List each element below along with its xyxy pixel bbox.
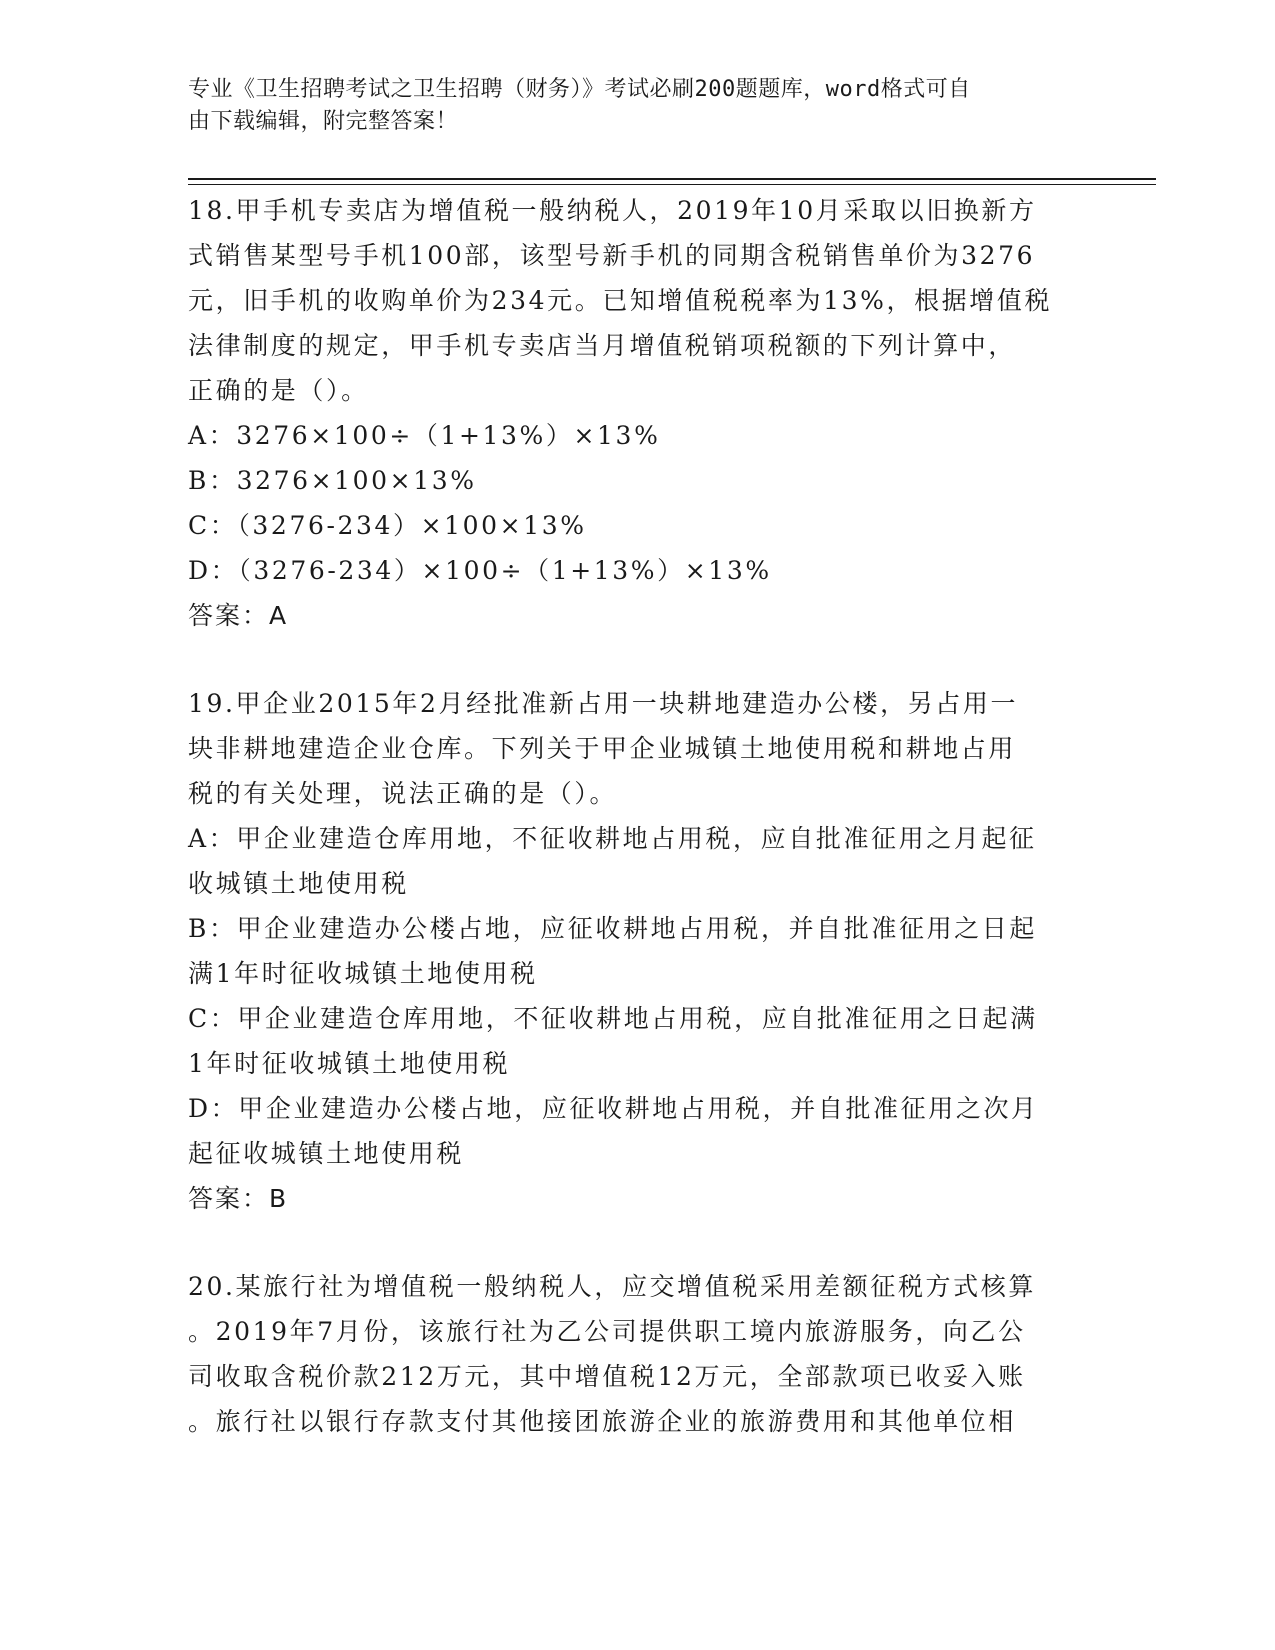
option-c-continued: 1年时征收城镇土地使用税 [188,1049,511,1078]
questions-content [188,188,1088,1444]
question-text-line: 税的有关处理，说法正确的是（）。 [188,779,618,808]
question-20 [188,1264,1088,1444]
question-text-line: 正确的是（）。 [188,376,369,405]
header-line-1: 专业《卫生招聘考试之卫生招聘（财务）》考试必刷200题题库，word格式可自 [188,77,971,102]
option-a: A：3276×100÷（1+13%）×13% [188,421,661,450]
header-line-2: 由下载编辑，附完整答案！ [188,109,459,134]
document-header [188,74,1068,138]
option-b-continued: 满1年时征收城镇土地使用税 [188,959,538,988]
option-d: D：（3276-234）×100÷（1+13%）×13% [188,556,772,585]
question-text-line: 18.甲手机专卖店为增值税一般纳税人，2019年10月采取以旧换新方 [188,196,1037,225]
answer-line: 答案：A [188,601,289,630]
question-text-line: 。旅行社以银行存款支付其他接团旅游企业的旅游费用和其他单位相 [188,1407,1017,1436]
option-b: B：3276×100×13% [188,466,477,495]
option-a: A：甲企业建造仓库用地，不征收耕地占用税，应自批准征用之月起征 [188,824,1037,853]
option-d-continued: 起征收城镇土地使用税 [188,1139,465,1168]
question-text-line: 司收取含税价款212万元，其中增值税12万元，全部款项已收妥入账 [188,1362,1026,1391]
option-c: C：甲企业建造仓库用地，不征收耕地占用税，应自批准征用之日起满 [188,1004,1038,1033]
question-text-line: 元，旧手机的收购单价为234元。已知增值税税率为13%，根据增值税 [188,286,1053,315]
header-rule-thick [188,178,1156,180]
option-b: B：甲企业建造办公楼占地，应征收耕地占用税，并自批准征用之日起 [188,914,1037,943]
question-spacer [188,1221,1088,1264]
question-spacer [188,638,1088,681]
question-text-line: 。2019年7月份，该旅行社为乙公司提供职工境内旅游服务，向乙公 [188,1317,1026,1346]
question-text-line: 式销售某型号手机100部，该型号新手机的同期含税销售单价为3276 [188,241,1036,270]
option-a-continued: 收城镇土地使用税 [188,869,409,898]
question-text-line: 20.某旅行社为增值税一般纳税人，应交增值税采用差额征税方式核算 [188,1272,1036,1301]
answer-line: 答案：B [188,1184,289,1213]
question-text-line: 块非耕地建造企业仓库。下列关于甲企业城镇土地使用税和耕地占用 [188,734,1017,763]
question-text-line: 19.甲企业2015年2月经批准新占用一块耕地建造办公楼，另占用一 [188,689,1019,718]
header-rule-thin [188,184,1156,185]
question-19 [188,681,1088,1221]
option-c: C：（3276-234）×100×13% [188,511,587,540]
question-text-line: 法律制度的规定，甲手机专卖店当月增值税销项税额的下列计算中， [188,331,1017,360]
option-d: D：甲企业建造办公楼占地，应征收耕地占用税，并自批准征用之次月 [188,1094,1039,1123]
question-18 [188,188,1088,638]
